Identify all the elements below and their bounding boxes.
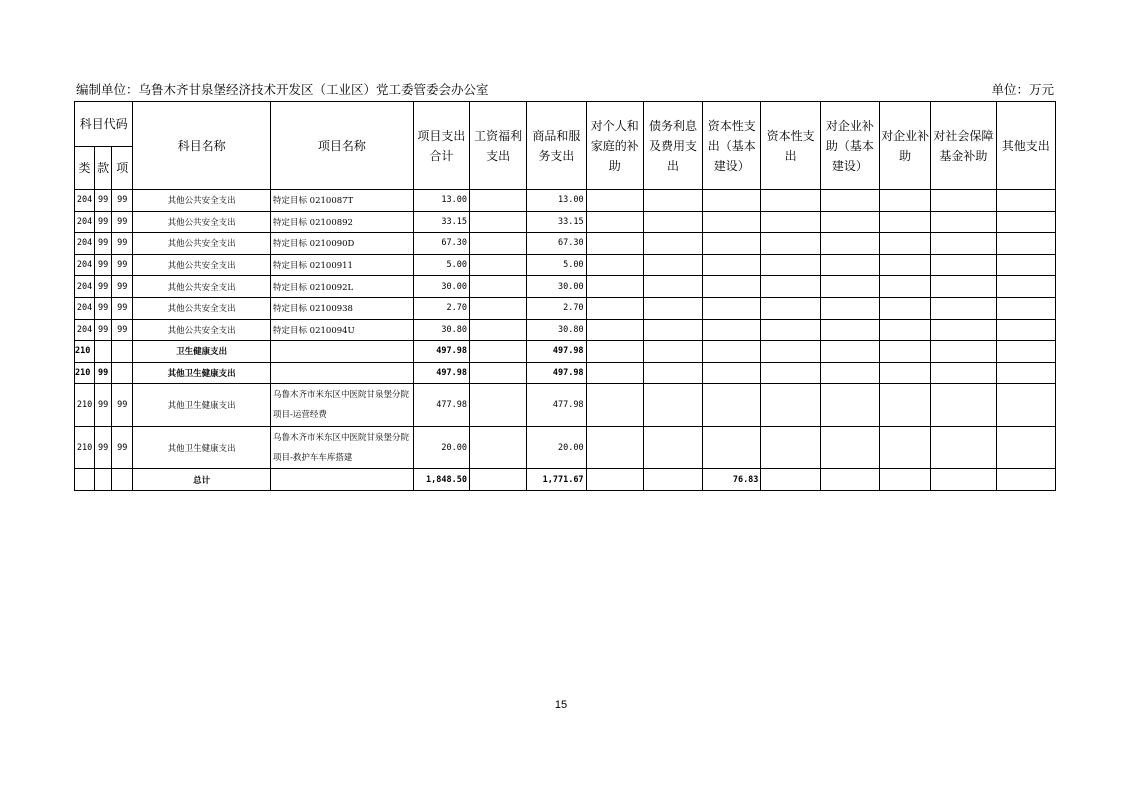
cell-total: 5.00 <box>413 254 469 276</box>
cell-debt <box>643 469 702 491</box>
cell-kuan: 99 <box>95 426 112 469</box>
cell-lei: 204 <box>75 190 95 212</box>
cell-xiang: 99 <box>112 190 133 212</box>
cell-personal <box>586 362 643 384</box>
table-row <box>75 426 1056 469</box>
cell-personal <box>586 276 643 298</box>
cell-other <box>996 384 1055 427</box>
cell-lei: 210 <box>75 362 95 384</box>
cell-personal <box>586 297 643 319</box>
cell-social <box>931 297 996 319</box>
cell-personal <box>586 233 643 255</box>
cell-enterprise-basic <box>820 190 879 212</box>
cell-wages <box>469 341 526 363</box>
cell-social <box>931 341 996 363</box>
cell-lei: 204 <box>75 233 95 255</box>
table-row <box>75 190 1056 212</box>
cell-debt <box>643 276 702 298</box>
cell-enterprise <box>880 190 931 212</box>
cell-social <box>931 469 996 491</box>
cell-kuan: 99 <box>95 211 112 233</box>
cell-total: 497.98 <box>413 362 469 384</box>
cell-capital <box>761 276 820 298</box>
cell-social <box>931 233 996 255</box>
table-row <box>75 319 1056 341</box>
cell-goods: 2.70 <box>527 297 586 319</box>
cell-wages <box>469 297 526 319</box>
table-row <box>75 469 1056 491</box>
cell-goods: 33.15 <box>527 211 586 233</box>
cell-xiang: 99 <box>112 319 133 341</box>
cell-personal <box>586 341 643 363</box>
header-social: 对社会保障基金补助 <box>931 102 996 190</box>
header-personal: 对个人和家庭的补助 <box>586 102 643 190</box>
cell-goods: 477.98 <box>527 384 586 427</box>
cell-capital <box>761 362 820 384</box>
cell-enterprise-basic <box>820 254 879 276</box>
cell-kuan <box>95 469 112 491</box>
table-row <box>75 341 1056 363</box>
cell-wages <box>469 469 526 491</box>
cell-goods: 497.98 <box>527 362 586 384</box>
cell-capital-basic <box>703 233 761 255</box>
header-enterprise-basic: 对企业补助（基本建设） <box>820 102 879 190</box>
table-row <box>75 233 1056 255</box>
cell-other <box>996 254 1055 276</box>
cell-xiang <box>112 341 133 363</box>
cell-project-name: 特定目标 02100911 <box>270 254 413 276</box>
cell-capital <box>761 297 820 319</box>
cell-subject-name: 其他公共安全支出 <box>133 319 271 341</box>
cell-kuan: 99 <box>95 276 112 298</box>
cell-capital <box>761 190 820 212</box>
cell-enterprise-basic <box>820 276 879 298</box>
cell-subject-name: 其他卫生健康支出 <box>133 426 271 469</box>
cell-project-name <box>270 341 413 363</box>
header-xiang: 项 <box>112 147 133 190</box>
table-row <box>75 254 1056 276</box>
cell-wages <box>469 211 526 233</box>
cell-wages <box>469 319 526 341</box>
cell-capital <box>761 426 820 469</box>
cell-kuan: 99 <box>95 233 112 255</box>
cell-project-name: 特定目标 0210090D <box>270 233 413 255</box>
cell-total: 2.70 <box>413 297 469 319</box>
cell-capital-basic <box>703 319 761 341</box>
cell-debt <box>643 211 702 233</box>
cell-capital <box>761 384 820 427</box>
cell-personal <box>586 384 643 427</box>
cell-project-name: 特定目标 0210092L <box>270 276 413 298</box>
cell-total: 497.98 <box>413 341 469 363</box>
cell-xiang: 99 <box>112 254 133 276</box>
cell-goods: 1,771.67 <box>527 469 586 491</box>
cell-kuan: 99 <box>95 190 112 212</box>
cell-xiang <box>112 469 133 491</box>
header-lei: 类 <box>75 147 95 190</box>
header-subject-name: 科目名称 <box>133 102 271 190</box>
header-project-name: 项目名称 <box>270 102 413 190</box>
cell-subject-name: 其他卫生健康支出 <box>133 362 271 384</box>
cell-enterprise-basic <box>820 362 879 384</box>
cell-capital-basic <box>703 341 761 363</box>
cell-debt <box>643 384 702 427</box>
cell-subject-name: 其他公共安全支出 <box>133 190 271 212</box>
cell-debt <box>643 319 702 341</box>
cell-other <box>996 276 1055 298</box>
cell-capital <box>761 254 820 276</box>
cell-other <box>996 190 1055 212</box>
cell-capital-basic <box>703 362 761 384</box>
cell-debt <box>643 297 702 319</box>
cell-goods: 13.00 <box>527 190 586 212</box>
cell-debt <box>643 254 702 276</box>
header-kuan: 款 <box>95 147 112 190</box>
cell-capital <box>761 341 820 363</box>
cell-enterprise-basic <box>820 426 879 469</box>
cell-wages <box>469 426 526 469</box>
table-row <box>75 384 1056 427</box>
cell-xiang: 99 <box>112 276 133 298</box>
cell-enterprise <box>880 276 931 298</box>
cell-goods: 30.80 <box>527 319 586 341</box>
table-row <box>75 211 1056 233</box>
page-number: 15 <box>554 699 568 711</box>
cell-other <box>996 211 1055 233</box>
currency-unit: 单位：万元 <box>991 82 1054 97</box>
cell-kuan: 99 <box>95 297 112 319</box>
cell-social <box>931 384 996 427</box>
header-goods: 商品和服务支出 <box>527 102 586 190</box>
cell-capital-basic <box>703 190 761 212</box>
cell-social <box>931 362 996 384</box>
cell-other <box>996 297 1055 319</box>
cell-wages <box>469 362 526 384</box>
cell-capital-basic: 76.83 <box>703 469 761 491</box>
cell-lei: 210 <box>75 426 95 469</box>
header-other: 其他支出 <box>996 102 1055 190</box>
cell-wages <box>469 254 526 276</box>
cell-capital-basic <box>703 426 761 469</box>
cell-debt <box>643 341 702 363</box>
cell-enterprise <box>880 469 931 491</box>
cell-kuan: 99 <box>95 384 112 427</box>
cell-enterprise-basic <box>820 384 879 427</box>
cell-wages <box>469 276 526 298</box>
cell-kuan: 99 <box>95 319 112 341</box>
cell-other <box>996 341 1055 363</box>
cell-project-name <box>270 469 413 491</box>
cell-kuan <box>95 341 112 363</box>
cell-project-name: 乌鲁木齐市米东区中医院甘泉堡分院项目-救护车车库搭建 <box>270 426 413 469</box>
cell-capital <box>761 319 820 341</box>
cell-kuan: 99 <box>95 362 112 384</box>
cell-enterprise <box>880 341 931 363</box>
table-row <box>75 297 1056 319</box>
cell-debt <box>643 426 702 469</box>
cell-other <box>996 362 1055 384</box>
table-row <box>75 276 1056 298</box>
cell-capital-basic <box>703 384 761 427</box>
cell-lei: 204 <box>75 211 95 233</box>
cell-enterprise <box>880 362 931 384</box>
header-debt: 债务利息及费用支出 <box>643 102 702 190</box>
cell-project-name: 特定目标 02100892 <box>270 211 413 233</box>
cell-lei: 204 <box>75 276 95 298</box>
cell-social <box>931 319 996 341</box>
cell-lei: 210 <box>75 384 95 427</box>
cell-personal <box>586 190 643 212</box>
cell-other <box>996 233 1055 255</box>
cell-goods: 30.00 <box>527 276 586 298</box>
cell-total: 20.00 <box>413 426 469 469</box>
cell-capital-basic <box>703 211 761 233</box>
cell-subject-name: 总计 <box>133 469 271 491</box>
cell-other <box>996 319 1055 341</box>
cell-total: 477.98 <box>413 384 469 427</box>
cell-enterprise-basic <box>820 319 879 341</box>
cell-goods: 67.30 <box>527 233 586 255</box>
header-capital: 资本性支出 <box>761 102 820 190</box>
cell-personal <box>586 469 643 491</box>
cell-enterprise-basic <box>820 211 879 233</box>
header-subject-code: 科目代码 <box>75 102 133 147</box>
cell-enterprise <box>880 319 931 341</box>
cell-total: 67.30 <box>413 233 469 255</box>
cell-lei: 210 <box>75 341 95 363</box>
cell-debt <box>643 362 702 384</box>
header-wages: 工资福利支出 <box>469 102 526 190</box>
cell-enterprise-basic <box>820 233 879 255</box>
cell-xiang <box>112 362 133 384</box>
cell-total: 30.80 <box>413 319 469 341</box>
cell-personal <box>586 211 643 233</box>
table-row <box>75 362 1056 384</box>
header-capital-basic: 资本性支出（基本建设） <box>703 102 761 190</box>
cell-social <box>931 190 996 212</box>
cell-subject-name: 其他公共安全支出 <box>133 254 271 276</box>
cell-capital <box>761 469 820 491</box>
cell-enterprise <box>880 233 931 255</box>
cell-debt <box>643 233 702 255</box>
header-total: 项目支出合计 <box>413 102 469 190</box>
cell-capital <box>761 233 820 255</box>
cell-capital-basic <box>703 276 761 298</box>
cell-capital-basic <box>703 254 761 276</box>
cell-wages <box>469 233 526 255</box>
header-enterprise: 对企业补助 <box>880 102 931 190</box>
cell-social <box>931 254 996 276</box>
cell-goods: 497.98 <box>527 341 586 363</box>
cell-wages <box>469 190 526 212</box>
cell-total: 1,848.50 <box>413 469 469 491</box>
cell-personal <box>586 319 643 341</box>
cell-other <box>996 426 1055 469</box>
cell-enterprise-basic <box>820 469 879 491</box>
cell-project-name: 特定目标 02100938 <box>270 297 413 319</box>
cell-enterprise-basic <box>820 341 879 363</box>
cell-enterprise-basic <box>820 297 879 319</box>
cell-xiang: 99 <box>112 426 133 469</box>
cell-subject-name: 卫生健康支出 <box>133 341 271 363</box>
cell-enterprise <box>880 211 931 233</box>
cell-total: 13.00 <box>413 190 469 212</box>
cell-project-name: 特定目标 0210094U <box>270 319 413 341</box>
expenditure-table <box>74 101 1056 491</box>
cell-social <box>931 276 996 298</box>
cell-subject-name: 其他卫生健康支出 <box>133 384 271 427</box>
cell-project-name: 特定目标 0210087T <box>270 190 413 212</box>
cell-goods: 5.00 <box>527 254 586 276</box>
cell-xiang: 99 <box>112 211 133 233</box>
cell-lei: 204 <box>75 319 95 341</box>
cell-enterprise <box>880 297 931 319</box>
cell-xiang: 99 <box>112 297 133 319</box>
cell-total: 33.15 <box>413 211 469 233</box>
cell-personal <box>586 254 643 276</box>
cell-other <box>996 469 1055 491</box>
cell-enterprise <box>880 254 931 276</box>
cell-xiang: 99 <box>112 384 133 427</box>
cell-kuan: 99 <box>95 254 112 276</box>
cell-social <box>931 211 996 233</box>
cell-capital <box>761 211 820 233</box>
cell-subject-name: 其他公共安全支出 <box>133 211 271 233</box>
cell-subject-name: 其他公共安全支出 <box>133 233 271 255</box>
cell-wages <box>469 384 526 427</box>
cell-project-name <box>270 362 413 384</box>
cell-enterprise <box>880 426 931 469</box>
cell-total: 30.00 <box>413 276 469 298</box>
cell-debt <box>643 190 702 212</box>
cell-xiang: 99 <box>112 233 133 255</box>
compiling-unit: 编制单位：乌鲁木齐甘泉堡经济技术开发区（工业区）党工委管委会办公室 <box>76 82 489 97</box>
cell-subject-name: 其他公共安全支出 <box>133 297 271 319</box>
cell-enterprise <box>880 384 931 427</box>
table-body <box>75 190 1056 491</box>
cell-capital-basic <box>703 297 761 319</box>
cell-lei: 204 <box>75 297 95 319</box>
cell-project-name: 乌鲁木齐市米东区中医院甘泉堡分院项目-运营经费 <box>270 384 413 427</box>
cell-subject-name: 其他公共安全支出 <box>133 276 271 298</box>
cell-personal <box>586 426 643 469</box>
cell-goods: 20.00 <box>527 426 586 469</box>
cell-lei <box>75 469 95 491</box>
cell-social <box>931 426 996 469</box>
cell-lei: 204 <box>75 254 95 276</box>
